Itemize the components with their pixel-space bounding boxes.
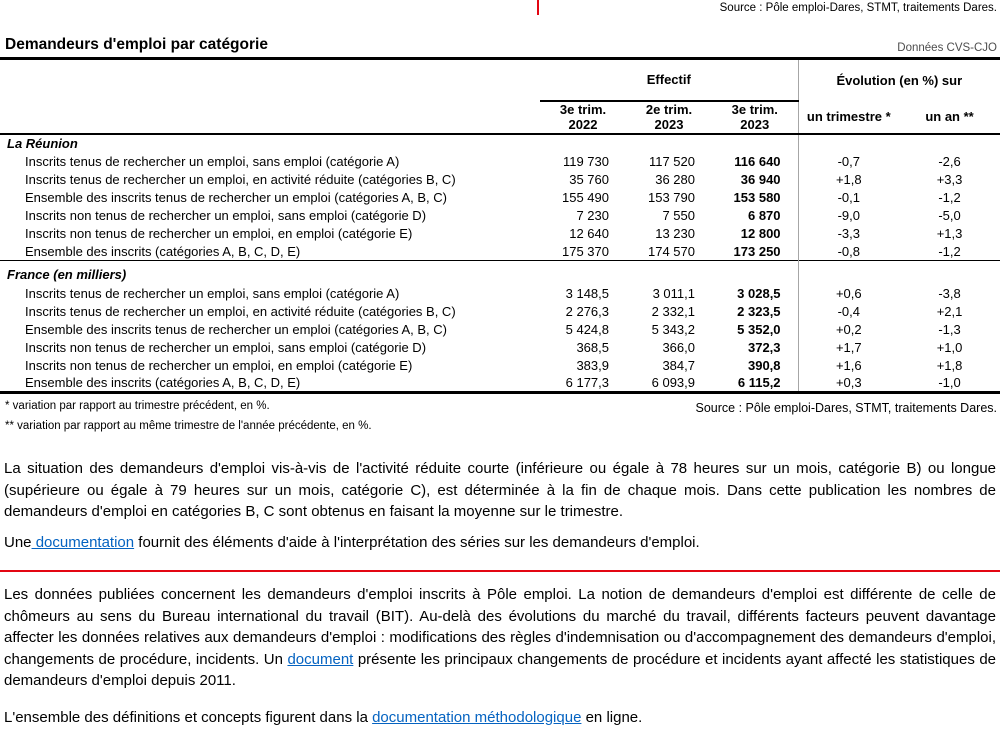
cell-effectif: 6 093,9 [651, 375, 695, 391]
cell-effectif: 383,9 [576, 358, 609, 373]
documentation-methodologique-link[interactable]: documentation méthodologique [372, 708, 582, 726]
row-label: Ensemble des inscrits tenus de rechercher un emploi (catégories A, B, C) [25, 322, 447, 337]
cell-evolution: +0,3 [798, 375, 899, 393]
cell-evolution: +0,6 [798, 285, 899, 303]
table-row [0, 207, 1000, 225]
row-label: Inscrits non tenus de rechercher un emploi, en emploi (catégorie E) [25, 358, 413, 373]
row-label: Ensemble des inscrits tenus de rechercher un emploi (catégories A, B, C) [25, 190, 447, 205]
cell-evolution: -5,0 [938, 208, 961, 223]
cell-effectif: 119 730 [562, 154, 609, 169]
blank-header-cell [0, 59, 540, 101]
footnote-annee: ** variation par rapport au même trimestre de l'année précédente, en %. [5, 420, 372, 432]
cell-evolution: -1,3 [938, 322, 961, 337]
row-label: Inscrits non tenus de rechercher un emploi, sans emploi (catégorie D) [25, 208, 427, 223]
data-series-badge: Données CVS-CJO [897, 42, 997, 54]
cell-effectif: 5 352,0 [737, 322, 781, 337]
cell-effectif: 173 250 [733, 243, 781, 259]
table-row [0, 303, 1000, 321]
top-bar [0, 0, 1000, 36]
table-row [0, 339, 1000, 357]
documentation-link[interactable]: documentation [31, 533, 135, 551]
section-title-row [0, 261, 1000, 285]
row-label: Inscrits non tenus de rechercher un emploi, en emploi (catégorie E) [25, 226, 413, 241]
cell-evolution: +1,7 [798, 339, 899, 357]
cell-effectif: 35 760 [569, 172, 609, 187]
table-row [0, 243, 1000, 261]
table-row [0, 225, 1000, 243]
cell-effectif: 7 230 [576, 208, 609, 223]
cell-effectif: 3 011,1 [652, 286, 695, 301]
row-label: Inscrits tenus de rechercher un emploi, en activité réduite (catégories B, C) [25, 304, 456, 319]
cell-effectif: 368,5 [576, 340, 609, 355]
empty-cell [798, 261, 899, 285]
cell-evolution: -0,4 [798, 303, 899, 321]
page-column-marker [537, 0, 539, 15]
cell-effectif: 6 870 [747, 208, 781, 223]
cell-effectif: 2 323,5 [737, 304, 781, 319]
cell-evolution: +1,6 [798, 357, 899, 375]
text-segment: fournit des éléments d'aide à l'interprétation des séries sur les demandeurs d'emploi. [134, 533, 700, 551]
cell-evolution: -3,8 [938, 286, 961, 301]
table-row [0, 357, 1000, 375]
top-source-text: Source : Pôle emploi-Dares, STMT, traitements Dares. [719, 2, 997, 14]
cell-effectif: 153 580 [733, 190, 781, 205]
cell-effectif: 372,3 [747, 340, 781, 355]
row-label: Inscrits tenus de rechercher un emploi, sans emploi (catégorie A) [25, 154, 400, 169]
paragraph-donnees-publiees [0, 584, 1000, 692]
col-header-un-an: un an ** [899, 101, 1000, 134]
section-title-row [0, 134, 1000, 153]
table-row [0, 153, 1000, 171]
cell-effectif: 384,7 [662, 358, 695, 373]
cell-evolution: +2,1 [936, 304, 963, 319]
cell-effectif: 117 520 [648, 154, 695, 169]
cell-effectif: 6 177,3 [565, 375, 609, 391]
table-source-text: Source : Pôle emploi-Dares, STMT, traitements Dares. [695, 401, 997, 415]
table-row [0, 285, 1000, 303]
cell-effectif: 5 424,8 [565, 322, 609, 337]
cell-evolution: -0,7 [798, 153, 899, 171]
cell-effectif: 174 570 [648, 243, 695, 259]
text-segment: en ligne. [581, 708, 643, 726]
cell-evolution: -1,2 [938, 243, 961, 259]
blank-header-cell [0, 101, 540, 134]
table-row [0, 189, 1000, 207]
cell-effectif: 12 800 [740, 226, 781, 241]
cell-effectif: 2 332,1 [651, 304, 695, 319]
cell-effectif: 175 370 [562, 243, 609, 259]
paragraph-definitions [0, 707, 1000, 729]
column-header-row [0, 101, 1000, 134]
col-group-evolution: Évolution (en %) sur [798, 59, 1000, 101]
text-segment: La situation des demandeurs d'emploi vis-à-vis de l'activité réduite courte (inférieure ou égale à 78 heures sur un mois, catégorie B) ou longue (supérieure ou égale à 79 heures sur un mois, catégorie C), est déterminée à la fin de chaque mois. Dans cette publication les nombres de demandeurs d'emploi en catégories B, C sont obtenus en faisant la moyenne sur le trimestre. [4, 460, 996, 520]
table-row [0, 171, 1000, 189]
empty-cell [899, 134, 1000, 153]
text-segment: L'ensemble des définitions et concepts figurent dans la [4, 708, 373, 726]
cell-effectif: 36 280 [655, 172, 695, 187]
section-title: France (en milliers) [0, 261, 798, 285]
empty-cell [798, 134, 899, 153]
document-link[interactable]: document [287, 650, 354, 668]
cell-evolution: +1,8 [798, 171, 899, 189]
cell-effectif: 390,8 [747, 358, 781, 373]
text-segment: présente les principaux changements de procédure et incidents ayant affecté les statistiques de demandeurs d'emploi depuis 2011. [4, 650, 996, 689]
cell-evolution: -0,1 [798, 189, 899, 207]
col-header-3e-trim-2022: 3e trim. 2022 [540, 101, 626, 134]
cell-effectif: 12 640 [569, 226, 609, 241]
cell-effectif: 116 640 [734, 154, 781, 169]
empty-cell [899, 261, 1000, 285]
col-header-2e-trim-2023: 2e trim. 2023 [626, 101, 712, 134]
demandeurs-emploi-table [0, 57, 1000, 394]
cell-evolution: +3,3 [936, 172, 963, 187]
cell-effectif: 13 230 [655, 226, 695, 241]
paragraph-documentation [0, 532, 1000, 554]
row-label: Inscrits tenus de rechercher un emploi, en activité réduite (catégories B, C) [25, 172, 456, 187]
row-label: Inscrits tenus de rechercher un emploi, sans emploi (catégorie A) [25, 286, 400, 301]
cell-effectif: 7 550 [662, 208, 695, 223]
cell-evolution: +1,3 [936, 226, 963, 241]
cell-evolution: +1,8 [936, 358, 963, 373]
column-group-header-row [0, 59, 1000, 101]
cell-effectif: 3 148,5 [565, 286, 609, 301]
cell-evolution: +1,0 [936, 340, 963, 355]
cell-effectif: 5 343,2 [651, 322, 695, 337]
cell-effectif: 3 028,5 [737, 286, 781, 301]
page-title: Demandeurs d'emploi par catégorie [5, 36, 268, 53]
cell-evolution: +0,2 [798, 321, 899, 339]
col-group-effectif: Effectif [540, 59, 798, 101]
col-header-3e-trim-2023: 3e trim. 2023 [712, 101, 798, 134]
paragraph-activite-reduite [0, 458, 1000, 523]
row-label: Inscrits non tenus de rechercher un emploi, sans emploi (catégorie D) [25, 340, 427, 355]
table-row [0, 321, 1000, 339]
cell-evolution: -9,0 [798, 207, 899, 225]
footnote-trimestre: * variation par rapport au trimestre précédent, en %. [5, 400, 270, 412]
row-label: Ensemble des inscrits (catégories A, B, C, D, E) [25, 375, 301, 391]
cell-effectif: 6 115,2 [737, 375, 781, 391]
cell-effectif: 155 490 [562, 190, 609, 205]
text-segment: Les données publiées concernent les demandeurs d'emploi inscrits à Pôle emploi. La notion de demandeurs d'emploi est différente de celle de chômeurs au sens du Bureau international du travail (BIT). Au-delà des évolutions du marché du travail, différents facteurs peuvent davantage affecter les données relatives aux demandeurs d'emploi : modifications des règles d'indemnisation ou d'accompagnement des demandeurs d'emploi, changements de procédure, incidents. Un [4, 586, 996, 668]
cell-evolution: -2,6 [938, 154, 961, 169]
cell-evolution: -1,0 [938, 375, 961, 391]
section-title: La Réunion [7, 136, 78, 151]
red-divider-rule [0, 570, 1000, 572]
cell-evolution: -1,2 [938, 190, 961, 205]
cell-effectif: 36 940 [740, 172, 781, 187]
cell-evolution: -3,3 [798, 225, 899, 243]
cell-effectif: 366,0 [662, 340, 695, 355]
row-label: Ensemble des inscrits (catégories A, B, C, D, E) [25, 243, 301, 259]
cell-effectif: 2 276,3 [565, 304, 609, 319]
title-row [0, 36, 1000, 57]
text-segment: Une [4, 533, 32, 551]
col-header-un-trimestre: un trimestre * [798, 101, 899, 134]
table-row [0, 375, 1000, 393]
footnotes-block [0, 394, 1000, 450]
cell-effectif: 153 790 [648, 190, 695, 205]
cell-evolution: -0,8 [798, 243, 899, 261]
